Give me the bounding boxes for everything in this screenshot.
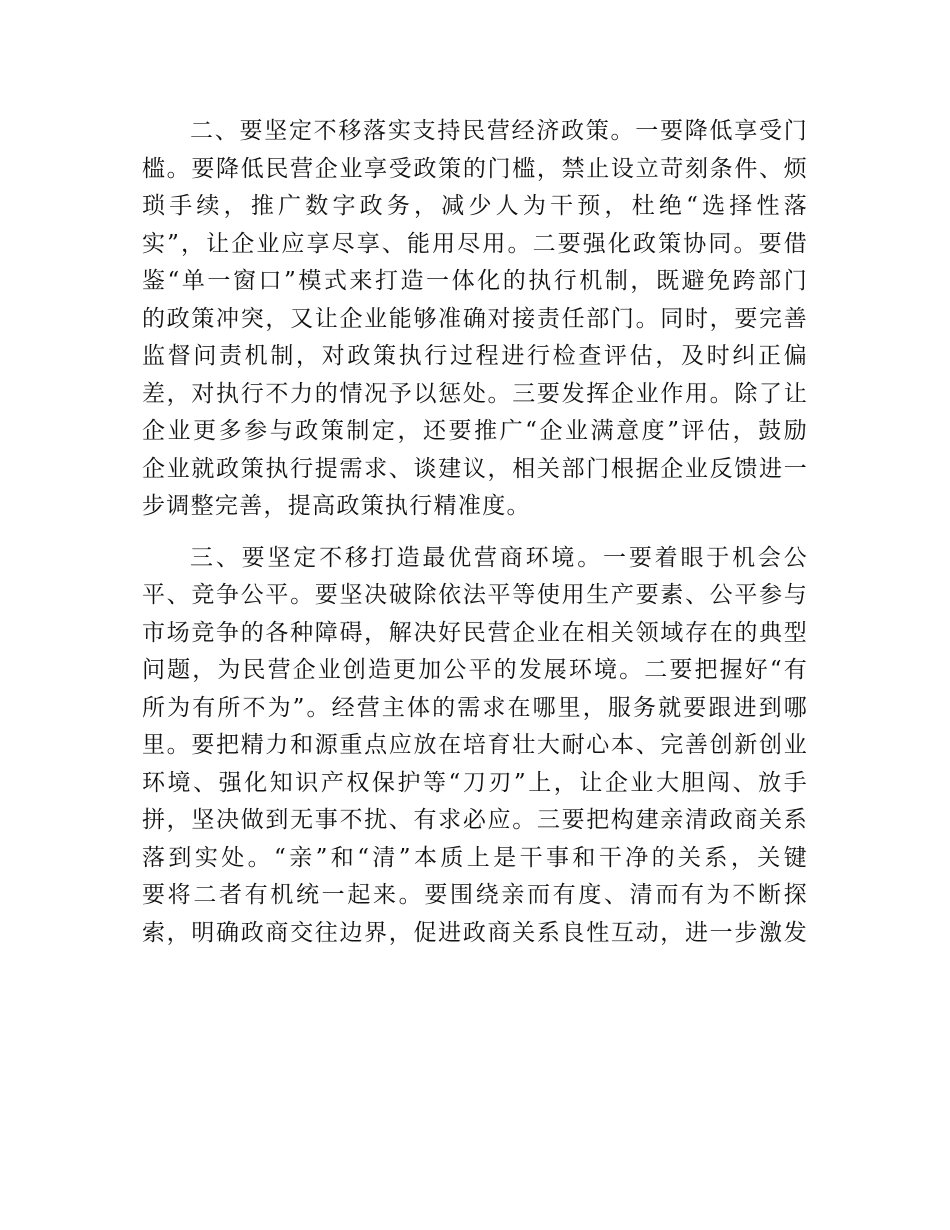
text-line: 监督问责机制，对政策执行过程进行检查评估，及时纠正偏 (142, 343, 808, 369)
text-line: 企业更多参与政策制定，还要推广“企业满意度”评估，鼓励 (142, 418, 808, 444)
text-line: 索，明确政商交往边界，促进政商关系良性互动，进一步激发 (142, 919, 808, 946)
text-line: 三、要坚定不移打造最优营商环境。一要着眼于机会公 (190, 544, 808, 571)
text-line: 要将二者有机统一起来。要围绕亲而有度、清而有为不断探 (142, 882, 808, 908)
text-line: 里。要把精力和源重点应放在培育壮大耐心本、完善创新创业 (142, 732, 808, 758)
paragraph-policy-implementation (142, 113, 808, 526)
text-line: 步调整完善，提高政策执行精准度。 (142, 493, 531, 519)
text-line: 实”，让企业应享尽享、能用尽用。二要强化政策协同。要借 (142, 230, 808, 257)
document-body (142, 113, 808, 952)
text-line: 拼，坚决做到无事不扰、有求必应。三要把构建亲清政商关系 (142, 807, 808, 833)
text-line: 琐手续，推广数字政务，减少人为干预，杜绝“选择性落 (142, 193, 808, 219)
text-line: 落到实处。“亲”和“清”本质上是干事和干净的关系，关键 (142, 844, 808, 871)
text-line: 问题，为民营企业创造更加公平的发展环境。二要把握好“有 (142, 657, 808, 683)
text-line: 平、竞争公平。要坚决破除依法平等使用生产要素、公平参与 (142, 582, 808, 608)
text-line: 市场竞争的各种障碍，解决好民营企业在相关领域存在的典型 (142, 619, 808, 646)
paragraph-spacer (142, 526, 808, 540)
text-line: 的政策冲突，又让企业能够准确对接责任部门。同时，要完善 (142, 305, 808, 332)
text-line: 环境、强化知识产权保护等“刀刃”上，让企业大胆闯、放手 (142, 769, 808, 796)
text-line: 所为有所不为”。经营主体的需求在哪里，服务就要跟进到哪 (142, 694, 808, 721)
text-line: 差，对执行不力的情况予以惩处。三要发挥企业作用。除了让 (142, 380, 808, 407)
text-line: 二、要坚定不移落实支持民营经济政策。一要降低享受门 (190, 118, 808, 144)
text-line: 企业就政策执行提需求、谈建议，相关部门根据企业反馈进一 (142, 455, 808, 482)
text-line: 鉴“单一窗口”模式来打造一体化的执行机制，既避免跨部门 (142, 268, 808, 294)
text-line: 槛。要降低民营企业享受政策的门槛，禁止设立苛刻条件、烦 (142, 155, 808, 182)
paragraph-business-environment (142, 540, 808, 953)
